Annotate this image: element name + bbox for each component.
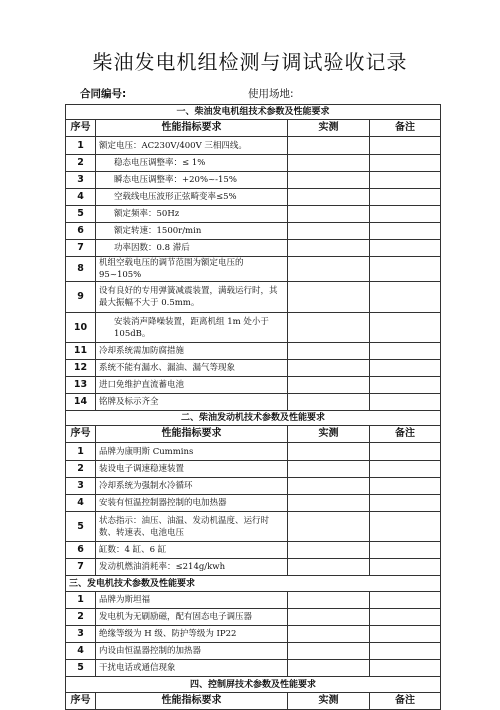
remark-cell[interactable]: [370, 461, 441, 478]
remark-cell[interactable]: [370, 643, 441, 660]
remark-cell[interactable]: [370, 282, 441, 313]
requirement-text: 干扰电话或通信现象: [96, 660, 288, 677]
measured-cell[interactable]: [288, 172, 370, 189]
column-header-row: [66, 120, 441, 137]
table-row: [66, 189, 441, 206]
measured-cell[interactable]: [288, 394, 370, 411]
page-title: 柴油发电机组检测与调试验收记录: [92, 50, 408, 74]
table-row: [66, 660, 441, 677]
section-heading: 二、柴油发动机技术参数及性能要求: [66, 411, 441, 426]
remark-cell[interactable]: [370, 189, 441, 206]
site-label: 使用场地:: [248, 88, 294, 100]
table-row: [66, 343, 441, 360]
table-row: [66, 592, 441, 609]
row-number: 3: [66, 172, 96, 189]
requirement-text: 安装有恒温控制器控制的电加热器: [96, 495, 288, 512]
remark-cell[interactable]: [370, 609, 441, 626]
measured-cell[interactable]: [288, 609, 370, 626]
row-number: 10: [66, 313, 96, 343]
requirement-text: 缸数：4 缸、6 缸: [96, 542, 288, 559]
table-row: [66, 626, 441, 643]
col-header-no: 序号: [66, 120, 96, 137]
row-number: 6: [66, 223, 96, 240]
requirement-text: 系统不能有漏水、漏油、漏气等现象: [96, 360, 288, 377]
table-row: [66, 394, 441, 411]
measured-cell[interactable]: [288, 660, 370, 677]
table-row: [66, 443, 441, 461]
col-header-measured: 实测: [288, 426, 370, 443]
row-number: 3: [66, 626, 96, 643]
measured-cell[interactable]: [288, 443, 370, 461]
remark-cell[interactable]: [370, 394, 441, 411]
measured-cell[interactable]: [288, 206, 370, 223]
requirement-text: 额定电压：AC230V/400V 三相四线。: [96, 137, 288, 155]
requirement-text: 安装消声降噪装置，距离机组 1m 处小于 105dB。: [96, 313, 288, 343]
remark-cell[interactable]: [370, 626, 441, 643]
remark-cell[interactable]: [370, 660, 441, 677]
measured-cell[interactable]: [288, 360, 370, 377]
row-number: 1: [66, 137, 96, 155]
column-header-row: [66, 426, 441, 443]
table-row: [66, 240, 441, 257]
measured-cell[interactable]: [288, 478, 370, 495]
measured-cell[interactable]: [288, 559, 370, 576]
section-heading-row: [66, 105, 441, 120]
requirement-text: 冷却系统需加防腐措施: [96, 343, 288, 360]
table-row: [66, 223, 441, 240]
measured-cell[interactable]: [288, 592, 370, 609]
table-row: [66, 360, 441, 377]
requirement-text: 设有良好的专用弹簧减震装置，满载运行时，其最大振幅不大于 0.5mm。: [96, 282, 288, 313]
measured-cell[interactable]: [288, 313, 370, 343]
measured-cell[interactable]: [288, 155, 370, 172]
table-row: [66, 643, 441, 660]
row-number: 1: [66, 443, 96, 461]
table-row: [66, 282, 441, 313]
remark-cell[interactable]: [370, 478, 441, 495]
row-number: 11: [66, 343, 96, 360]
col-header-no: 序号: [66, 426, 96, 443]
table-row: [66, 172, 441, 189]
measured-cell[interactable]: [288, 377, 370, 394]
remark-cell[interactable]: [370, 542, 441, 559]
table-row: [66, 461, 441, 478]
requirement-text: 进口免维护直流蓄电池: [96, 377, 288, 394]
remark-cell[interactable]: [370, 443, 441, 461]
row-number: 3: [66, 478, 96, 495]
measured-cell[interactable]: [288, 343, 370, 360]
section-heading-row: [66, 411, 441, 426]
table-row: [66, 542, 441, 559]
requirement-text: 发电机为无刷励磁，配有固态电子调压器: [96, 609, 288, 626]
requirement-text: 额定频率：50Hz: [96, 206, 288, 223]
requirement-text: 机组空载电压的调节范围为额定电压的 95~105%: [96, 257, 288, 282]
requirement-text: 内设由恒温器控制的加热器: [96, 643, 288, 660]
row-number: 6: [66, 542, 96, 559]
requirement-text: 装设电子调速稳速装置: [96, 461, 288, 478]
measured-cell[interactable]: [288, 282, 370, 313]
remark-cell[interactable]: [370, 343, 441, 360]
remark-cell[interactable]: [370, 172, 441, 189]
inspection-table: [65, 104, 441, 710]
requirement-text: 品牌为康明斯 Cummins: [96, 443, 288, 461]
remark-cell[interactable]: [370, 512, 441, 542]
measured-cell[interactable]: [288, 137, 370, 155]
section-heading-row: [66, 576, 441, 592]
row-number: 5: [66, 206, 96, 223]
measured-cell[interactable]: [288, 495, 370, 512]
requirement-text: 稳态电压调整率：≤ 1%: [96, 155, 288, 172]
requirement-text: 瞬态电压调整率：+20%~-15%: [96, 172, 288, 189]
requirement-text: 状态指示：油压、油温、发动机温度、运行时数、转速表、电池电压: [96, 512, 288, 542]
table-row: [66, 155, 441, 172]
row-number: 4: [66, 643, 96, 660]
col-header-requirement: 性能指标要求: [96, 426, 288, 443]
requirement-text: 铭牌及标示齐全: [96, 394, 288, 411]
col-header-remark: 备注: [370, 693, 441, 710]
row-number: 9: [66, 282, 96, 313]
requirement-text: 空载线电压波形正弦畸变率≤5%: [96, 189, 288, 206]
row-number: 2: [66, 155, 96, 172]
row-number: 1: [66, 592, 96, 609]
table-row: [66, 478, 441, 495]
row-number: 5: [66, 512, 96, 542]
requirement-text: 额定转速：1500r/min: [96, 223, 288, 240]
table-row: [66, 559, 441, 576]
table-row: [66, 495, 441, 512]
remark-cell[interactable]: [370, 360, 441, 377]
row-number: 4: [66, 495, 96, 512]
row-number: 12: [66, 360, 96, 377]
remark-cell[interactable]: [370, 313, 441, 343]
measured-cell[interactable]: [288, 223, 370, 240]
measured-cell[interactable]: [288, 189, 370, 206]
remark-cell[interactable]: [370, 240, 441, 257]
requirement-text: 绝缘等级为 H 级、防护等级为 IP22: [96, 626, 288, 643]
table-row: [66, 313, 441, 343]
measured-cell[interactable]: [288, 257, 370, 282]
col-header-remark: 备注: [370, 426, 441, 443]
col-header-measured: 实测: [288, 693, 370, 710]
remark-cell[interactable]: [370, 377, 441, 394]
section-heading: 一、柴油发电机组技术参数及性能要求: [66, 105, 441, 120]
col-header-requirement: 性能指标要求: [96, 120, 288, 137]
measured-cell[interactable]: [288, 626, 370, 643]
column-header-row: [66, 693, 441, 710]
table-row: [66, 257, 441, 282]
row-number: 2: [66, 609, 96, 626]
col-header-requirement: 性能指标要求: [96, 693, 288, 710]
table-row: [66, 512, 441, 542]
row-number: 7: [66, 240, 96, 257]
remark-cell[interactable]: [370, 592, 441, 609]
table-row: [66, 206, 441, 223]
measured-cell[interactable]: [288, 643, 370, 660]
measured-cell[interactable]: [288, 542, 370, 559]
requirement-text: 冷却系统为强制水冷循环: [96, 478, 288, 495]
table-row: [66, 377, 441, 394]
section-heading: 三、发电机技术参数及性能要求: [66, 576, 441, 592]
remark-cell[interactable]: [370, 559, 441, 576]
measured-cell[interactable]: [288, 240, 370, 257]
col-header-measured: 实测: [288, 120, 370, 137]
remark-cell[interactable]: [370, 223, 441, 240]
section-heading-row: [66, 677, 441, 693]
row-number: 4: [66, 189, 96, 206]
requirement-text: 品牌为斯坦福: [96, 592, 288, 609]
col-header-no: 序号: [66, 693, 96, 710]
table-row: [66, 137, 441, 155]
col-header-remark: 备注: [370, 120, 441, 137]
row-number: 8: [66, 257, 96, 282]
row-number: 5: [66, 660, 96, 677]
row-number: 14: [66, 394, 96, 411]
row-number: 7: [66, 559, 96, 576]
contract-number-label: 合同编号:: [80, 88, 127, 100]
remark-cell[interactable]: [370, 155, 441, 172]
requirement-text: 功率因数：0.8 滞后: [96, 240, 288, 257]
table-row: [66, 609, 441, 626]
remark-cell[interactable]: [370, 137, 441, 155]
measured-cell[interactable]: [288, 461, 370, 478]
remark-cell[interactable]: [370, 257, 441, 282]
requirement-text: 发动机燃油消耗率：≤214g/kwh: [96, 559, 288, 576]
row-number: 2: [66, 461, 96, 478]
measured-cell[interactable]: [288, 512, 370, 542]
remark-cell[interactable]: [370, 495, 441, 512]
section-heading: 四、控制屏技术参数及性能要求: [66, 677, 441, 693]
row-number: 13: [66, 377, 96, 394]
remark-cell[interactable]: [370, 206, 441, 223]
